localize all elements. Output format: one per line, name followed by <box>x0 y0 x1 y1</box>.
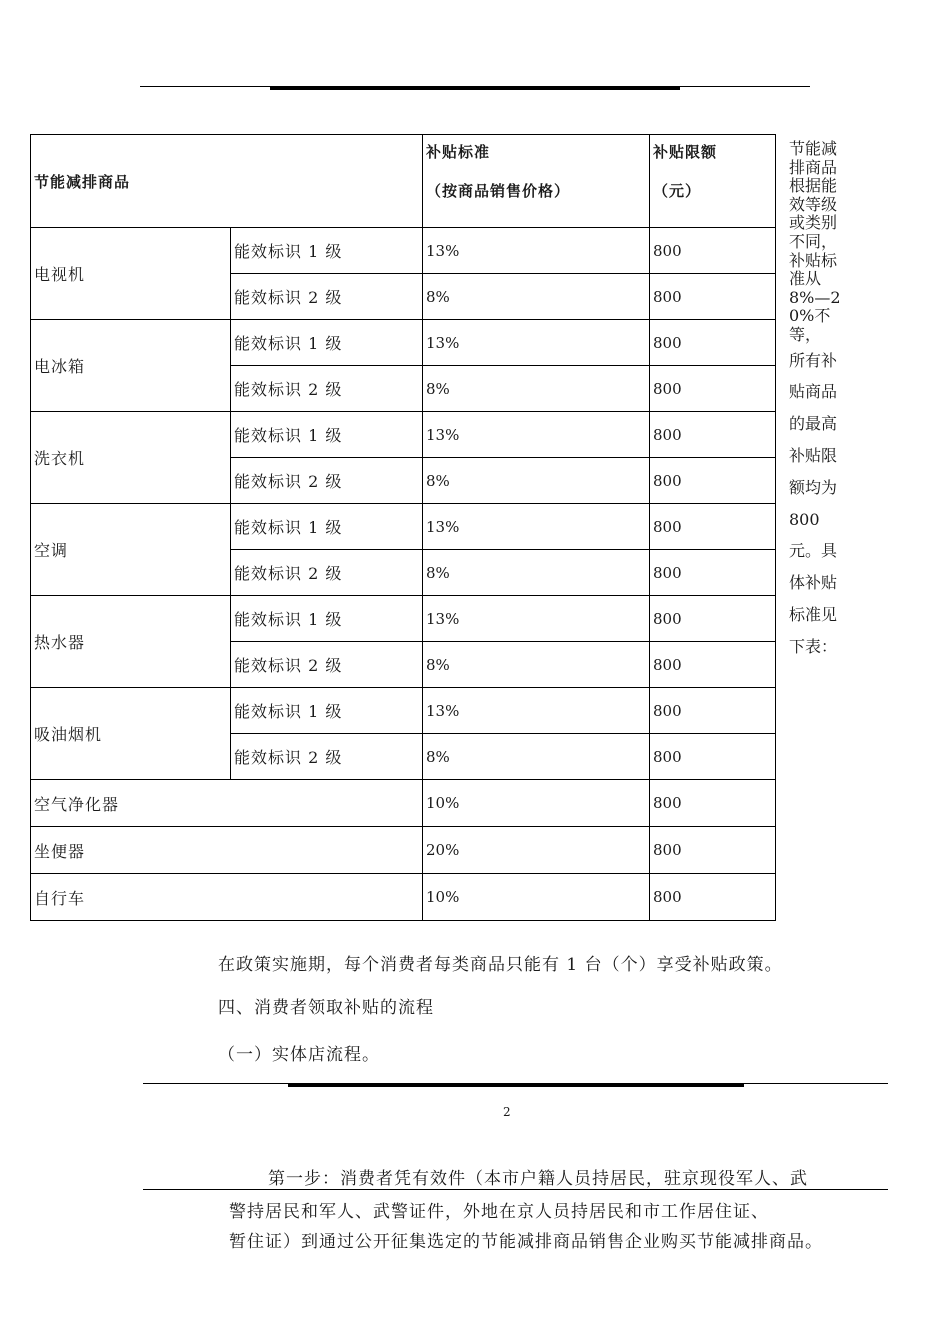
subsidy-rate: 10% <box>423 874 650 921</box>
subsidy-rate: 13% <box>423 596 650 642</box>
table-row <box>31 320 776 366</box>
header-rule-thick <box>270 87 680 90</box>
subsidy-limit: 800 <box>650 366 776 412</box>
subsidy-limit: 800 <box>650 874 776 921</box>
efficiency-level: 能效标识 1 级 <box>231 504 423 550</box>
header-limit-title: 补贴限额 <box>653 143 718 161</box>
header-standard <box>423 135 650 228</box>
table-header-row <box>31 135 776 228</box>
product-name: 空调 <box>31 504 231 596</box>
product-name: 热水器 <box>31 596 231 688</box>
subsidy-rate: 13% <box>423 228 650 274</box>
subsidy-limit: 800 <box>650 688 776 734</box>
subsidy-rate: 8% <box>423 274 650 320</box>
policy-paragraph: 在政策实施期，每个消费者每类商品只能有 1 台（个）享受补贴政策。 <box>218 955 783 975</box>
page-break-rule <box>143 1189 888 1190</box>
header-product: 节能减排商品 <box>31 135 423 228</box>
subsidy-limit: 800 <box>650 827 776 874</box>
header-limit <box>650 135 776 228</box>
subsidy-rate: 13% <box>423 412 650 458</box>
table-row <box>31 228 776 274</box>
table-row <box>31 688 776 734</box>
product-name: 空气净化器 <box>31 780 423 827</box>
subsidy-limit: 800 <box>650 274 776 320</box>
efficiency-level: 能效标识 2 级 <box>231 550 423 596</box>
subsidy-limit: 800 <box>650 780 776 827</box>
table-row <box>31 596 776 642</box>
step1-line1: 第一步：消费者凭有效件（本市户籍人员持居民，驻京现役军人、武 <box>268 1169 808 1189</box>
product-name: 洗衣机 <box>31 412 231 504</box>
efficiency-level: 能效标识 2 级 <box>231 642 423 688</box>
product-name: 坐便器 <box>31 827 423 874</box>
subsidy-limit: 800 <box>650 412 776 458</box>
subsidy-limit: 800 <box>650 504 776 550</box>
table-row <box>31 827 776 874</box>
table-row <box>31 412 776 458</box>
subsidy-limit: 800 <box>650 458 776 504</box>
store-flow-heading: （一）实体店流程。 <box>218 1045 380 1065</box>
subsidy-limit: 800 <box>650 596 776 642</box>
efficiency-level: 能效标识 1 级 <box>231 596 423 642</box>
subsidy-limit: 800 <box>650 642 776 688</box>
product-name: 吸油烟机 <box>31 688 231 780</box>
subsidy-limit: 800 <box>650 550 776 596</box>
subsidy-table <box>30 134 776 921</box>
subsidy-rate: 8% <box>423 642 650 688</box>
efficiency-level: 能效标识 2 级 <box>231 274 423 320</box>
subsidy-rate: 10% <box>423 780 650 827</box>
subsidy-limit: 800 <box>650 228 776 274</box>
header-standard-title: 补贴标准 <box>426 143 491 161</box>
side-note <box>789 140 841 663</box>
efficiency-level: 能效标识 1 级 <box>231 320 423 366</box>
footer-rule-thick <box>288 1084 744 1087</box>
step1-line3: 暂住证）到通过公开征集选定的节能减排商品销售企业购买节能减排商品。 <box>229 1232 823 1252</box>
side-note-part1: 节能减排商品根据能效等级或类别不同，补贴标准从 8%—20%不等， <box>789 139 841 344</box>
efficiency-level: 能效标识 2 级 <box>231 734 423 780</box>
header-limit-unit: （元） <box>653 182 702 200</box>
efficiency-level: 能效标识 1 级 <box>231 228 423 274</box>
subsidy-limit: 800 <box>650 734 776 780</box>
table-row <box>31 504 776 550</box>
table-row <box>31 874 776 921</box>
product-name: 电视机 <box>31 228 231 320</box>
product-name: 电冰箱 <box>31 320 231 412</box>
subsidy-rate: 13% <box>423 688 650 734</box>
page-number: 2 <box>503 1105 511 1119</box>
efficiency-level: 能效标识 2 级 <box>231 458 423 504</box>
subsidy-rate: 13% <box>423 504 650 550</box>
efficiency-level: 能效标识 2 级 <box>231 366 423 412</box>
subsidy-rate: 8% <box>423 734 650 780</box>
subsidy-rate: 13% <box>423 320 650 366</box>
efficiency-level: 能效标识 1 级 <box>231 412 423 458</box>
subsidy-rate: 20% <box>423 827 650 874</box>
subsidy-limit: 800 <box>650 320 776 366</box>
subsidy-rate: 8% <box>423 550 650 596</box>
subsidy-rate: 8% <box>423 366 650 412</box>
product-name: 自行车 <box>31 874 423 921</box>
efficiency-level: 能效标识 1 级 <box>231 688 423 734</box>
header-standard-note: （按商品销售价格） <box>426 182 571 200</box>
step1-line2: 警持居民和军人、武警证件，外地在京人员持居民和市工作居住证、 <box>229 1202 769 1222</box>
subsidy-rate: 8% <box>423 458 650 504</box>
table-row <box>31 780 776 827</box>
section-heading: 四、消费者领取补贴的流程 <box>218 998 434 1018</box>
side-note-part2: 所有补贴商品的最高补贴限额均为 800 元。具体补贴标准见下表： <box>789 350 838 656</box>
